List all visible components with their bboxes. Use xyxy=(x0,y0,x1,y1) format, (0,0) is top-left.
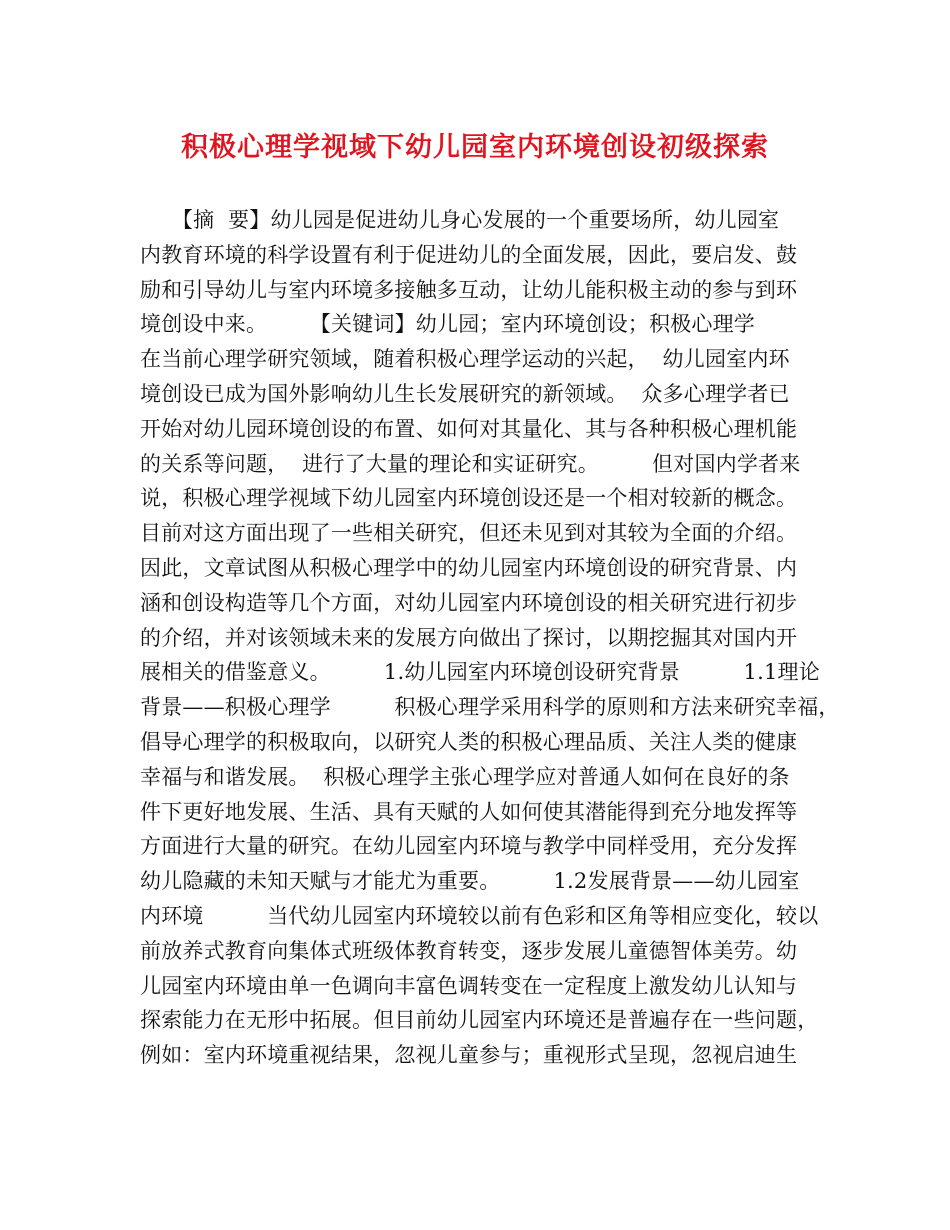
body-text-line: 展相关的借鉴意义。 1.幼儿园室内环境创设研究背景 1.1理论 xyxy=(140,660,820,685)
body-text-line: 前放养式教育向集体式班级体教育转变，逐步发展儿童德智体美劳。幼 xyxy=(140,938,798,963)
body-text-line: 开始对幼儿园环境创设的布置、如何对其量化、其与各种积极心理机能 xyxy=(140,416,798,441)
body-text-line: 背景——积极心理学 积极心理学采用科学的原则和方法来研究幸福， xyxy=(140,695,840,720)
body-text-line: 境创设已成为国外影响幼儿生长发展研究的新领域。 众多心理学者已 xyxy=(140,381,790,406)
body-text-line: 的关系等问题， 进行了大量的理论和实证研究。 但对国内学者来 xyxy=(140,451,801,476)
body-text-line: 倡导心理学的积极取向，以研究人类的积极心理品质、关注人类的健康 xyxy=(140,729,798,754)
body-text-line: 因此，文章试图从积极心理学中的幼儿园室内环境创设的研究背景、内 xyxy=(140,555,798,580)
body-text-line: 在当前心理学研究领域，随着积极心理学运动的兴起， 幼儿园室内环 xyxy=(140,347,790,372)
body-text-line: 件下更好地发展、生活、具有天赋的人如何使其潜能得到充分地发挥等 xyxy=(140,799,798,824)
body-text-line: 幼儿隐藏的未知天赋与才能尤为重要。 1.2发展背景——幼儿园室 xyxy=(140,869,800,894)
body-text-line: 内教育环境的科学设置有利于促进幼儿的全面发展，因此，要启发、鼓 xyxy=(140,242,798,267)
body-text-line: 励和引导幼儿与室内环境多接触多互动，让幼儿能积极主动的参与到环 xyxy=(140,277,798,302)
body-text-line: 例如：室内环境重视结果，忽视儿童参与；重视形式呈现，忽视启迪生 xyxy=(140,1043,798,1068)
body-text-line: 儿园室内环境由单一色调向丰富色调转变在一定程度上激发幼儿认知与 xyxy=(140,973,798,998)
body-text-line: 涵和创设构造等几个方面，对幼儿园室内环境创设的相关研究进行初步 xyxy=(140,590,798,615)
body-text-line: 幸福与和谐发展。 积极心理学主张心理学应对普通人如何在良好的条 xyxy=(140,764,790,789)
body-text-line: 【摘 要】幼儿园是促进幼儿身心发展的一个重要场所，幼儿园室 xyxy=(140,208,780,232)
body-text-line: 目前对这方面出现了一些相关研究，但还未见到对其较为全面的介绍。 xyxy=(140,521,798,546)
body-text-line: 境创设中来。 【关键词】幼儿园；室内环境创设；积极心理学 xyxy=(140,312,755,337)
body-text-line: 方面进行大量的研究。在幼儿园室内环境与教学中同样受用，充分发挥 xyxy=(140,834,798,859)
body-text-line: 的介绍，并对该领域未来的发展方向做出了探讨，以期挖掘其对国内开 xyxy=(140,625,798,650)
document-body xyxy=(140,203,840,1073)
document-title: 积极心理学视域下幼儿园室内环境创设初级探索 xyxy=(181,132,769,163)
body-text-line: 内环境 当代幼儿园室内环境较以前有色彩和区角等相应变化，较以 xyxy=(140,903,819,928)
body-text-line: 探索能力在无形中拓展。但目前幼儿园室内环境还是普遍存在一些问题， xyxy=(140,1008,819,1033)
body-text-line: 说，积极心理学视域下幼儿园室内环境创设还是一个相对较新的概念。 xyxy=(140,486,798,511)
